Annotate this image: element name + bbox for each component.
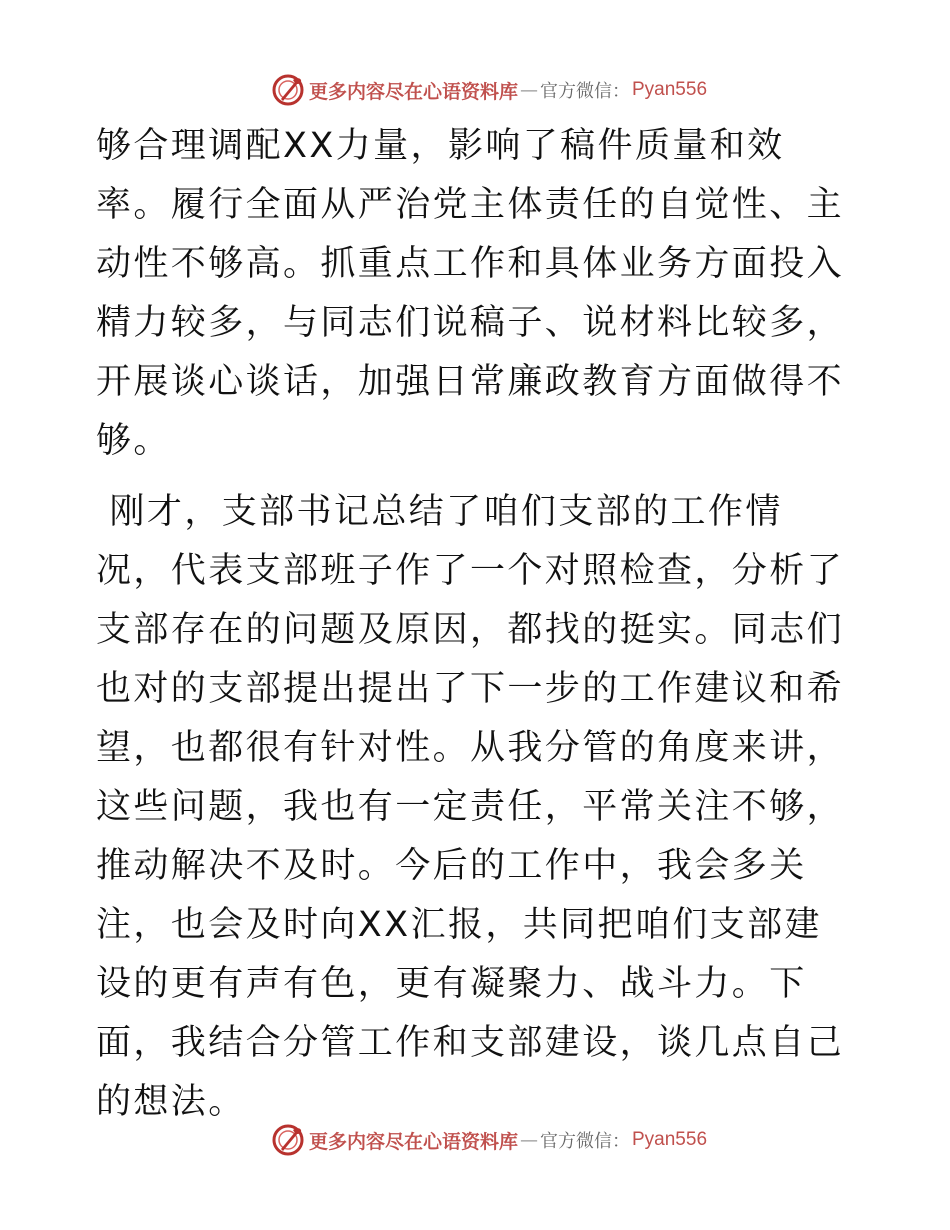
watermark-brand-text: 更多内容尽在心语资料库: [308, 1130, 518, 1153]
document-body: [96, 117, 856, 1132]
watermark-group: [271, 1123, 707, 1157]
watermark-brand-text: 更多内容尽在心语资料库: [308, 80, 518, 103]
watermark-dash: —: [520, 79, 538, 101]
paragraph-1: 够合理调配XX力量，影响了稿件质量和效率。履行全面从严治党主体责任的自觉性、主动性不够高。抓重点工作和具体业务方面投入精力较多，与同志们说稿子、说材料比较多，开展谈心谈话，加强日常廉政教育方面做得不够。: [96, 126, 845, 461]
watermark-dash: —: [520, 1129, 538, 1151]
watermark-wechat-label: 官方微信：: [540, 1131, 630, 1152]
header-watermark: [0, 70, 950, 110]
quill-pen-logo-icon: [271, 73, 305, 107]
quill-pen-logo-icon: [271, 1123, 305, 1157]
watermark-group: [271, 73, 707, 107]
footer-watermark: [0, 1120, 950, 1160]
watermark-wechat-id: Pyan556: [632, 1129, 708, 1150]
paragraph-2: 刚才，支部书记总结了咱们支部的工作情况，代表支部班子作了一个对照检查，分析了支部存在的问题及原因，都找的挺实。同志们也对的支部提出提出了下一步的工作建议和希望，也都很有针对性。从我分管的角度来讲，这些问题，我也有一定责任，平常关注不够，推动解决不及时。今后的工作中，我会多关注，也会及时向XX汇报，共同把咱们支部建设的更有声有色，更有凝聚力、战斗力。下面，我结合分管工作和支部建设，谈几点自己的想法。: [96, 492, 845, 1122]
watermark-wechat-id: Pyan556: [632, 79, 708, 100]
watermark-wechat-label: 官方微信：: [540, 81, 630, 102]
